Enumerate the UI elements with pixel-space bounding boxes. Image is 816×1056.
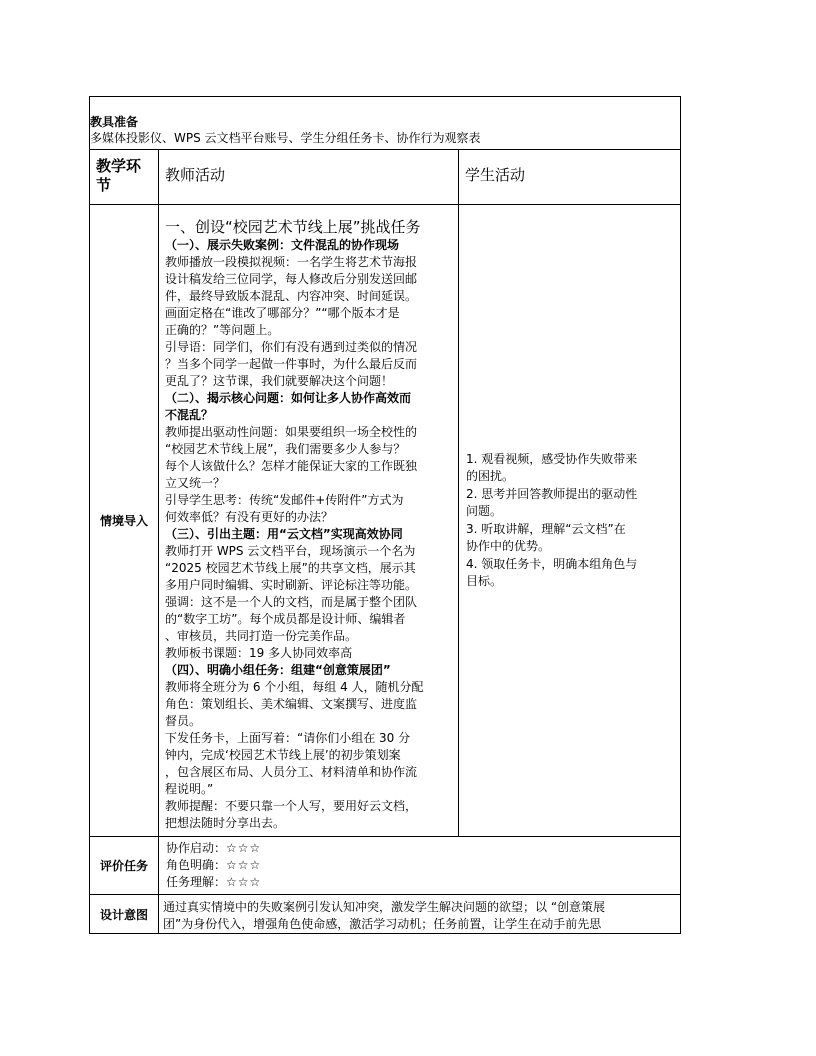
teacher-activity-line: 每个人该做什么？怎样才能保证大家的工作既独 [165, 459, 418, 473]
teacher-activity-line: 件，最终导致版本混乱、内容冲突、时间延误。 [165, 289, 418, 303]
teacher-activity-line: 教师播放一段模拟视频：一名学生将艺术节海报 [165, 255, 418, 269]
teacher-activity-line: 钟内，完成‘校园艺术节线上展’的初步策划案 [165, 748, 401, 762]
teacher-activity-line: （二）、揭示核心问题：如何让多人协作高效而 [165, 391, 412, 405]
teacher-activity-line: 强调：这不是一个人的文档，而是属于整个团队 [165, 595, 418, 609]
evaluation-items-cell [159, 837, 681, 895]
teacher-activity-line: 画面定格在“谁改了哪部分？”“哪个版本才是 [165, 306, 400, 320]
intent-row [90, 895, 681, 934]
teacher-activity-line: 教师提出驱动性问题：如果要组织一场全校性的 [165, 425, 418, 439]
teacher-activity-line: 引导语：同学们，你们有没有遇到过类似的情况 [165, 340, 418, 354]
teacher-activity-line: （三）、引出主题：用“云文档”实现高效协同 [165, 527, 403, 541]
teacher-activity-line: “2025 校园艺术节线上展”的共享文档，展示其 [165, 561, 416, 575]
teacher-activity-line: 多用户同时编辑、实时刷新、评论标注等功能。 [165, 578, 418, 592]
intent-line: 团”为身份代入，增强角色使命感，激活学习动机；任务前置，让学生在动手前先思 [163, 917, 602, 931]
teacher-activity-heading: 一、创设“校园艺术节线上展”挑战任务 [165, 218, 421, 236]
student-activity-line: 问题。 [466, 504, 503, 518]
lesson-plan-page [89, 96, 680, 934]
student-activity-line: 2. 思考并回答教师提出的驱动性 [466, 486, 638, 501]
header-teacher-cell [159, 150, 459, 205]
student-activity-line: 4. 领取任务卡，明确本组角色与 [466, 556, 638, 571]
student-activity-cell [459, 205, 681, 837]
evaluation-items [166, 840, 680, 891]
teacher-activity-line: ，包含展区布局、人员分工、材料清单和协作流 [165, 765, 418, 779]
intent-text-cell [159, 895, 681, 934]
teacher-activity-body [165, 237, 454, 832]
teacher-activity-line: 程说明。” [165, 782, 214, 796]
teacher-activity-line: 、审核员，共同打造一份完美作品。 [165, 629, 358, 643]
header-student-cell [459, 150, 681, 205]
activity-row [90, 205, 681, 837]
teacher-activity-line: 教师板书课题：19 多人协同效率高 [165, 646, 353, 660]
teacher-activity-line: “校园艺术节线上展”，我们需要多少人参与？ [165, 442, 406, 456]
teacher-activity-line: 不混乱？ [165, 408, 214, 422]
evaluation-item-name: 协作启动： [166, 841, 227, 855]
intent-label: 设计意图 [99, 907, 148, 922]
student-activity-line: 1. 观看视频，感受协作失败带来 [466, 451, 638, 466]
prep-cell [90, 97, 681, 150]
prep-row [90, 97, 681, 150]
evaluation-item [166, 857, 680, 874]
teacher-activity-line: 角色：策划组长、美术编辑、文案撰写、进度监 [165, 697, 418, 711]
prep-text: 多媒体投影仪、WPS 云文档平台账号、学生分组任务卡、协作行为观察表 [90, 131, 481, 145]
lesson-plan-table [89, 96, 681, 934]
rating-stars: ☆☆☆ [226, 841, 262, 855]
teacher-activity-line: ？当多个同学一起做一件事时，为什么最后反而 [165, 357, 418, 371]
teacher-activity-line: （一）、展示失败案例：文件混乱的协作现场 [165, 238, 400, 252]
evaluation-item [166, 840, 680, 857]
teacher-activity-line: 把想法随时分享出去。 [165, 816, 286, 830]
teacher-activity-line: 引导学生思考：传统“发邮件+传附件”方式为 [165, 493, 404, 507]
student-activity-body [466, 451, 674, 591]
student-activity-line: 3. 听取讲解，理解“云文档”在 [466, 521, 626, 536]
teacher-activity-line: 何效率低？有没有更好的办法？ [165, 510, 334, 524]
teacher-activity-cell [159, 205, 459, 837]
rating-stars: ☆☆☆ [226, 858, 262, 872]
stage-label: 情境导入 [99, 514, 148, 528]
teacher-activity-line: 的“数字工坊”。每个成员都是设计师、编辑者 [165, 612, 406, 626]
teacher-activity-line: 教师打开 WPS 云文档平台，现场演示一个名为 [165, 544, 416, 558]
header-row [90, 150, 681, 205]
rating-stars: ☆☆☆ [226, 875, 262, 889]
header-stage-line1: 教学环 [96, 157, 142, 175]
teacher-activity-line: 更乱了？这节课，我们就要解决这个问题！ [165, 374, 394, 388]
teacher-activity-line: 立又统一？ [165, 476, 226, 490]
intent-text [163, 899, 676, 933]
teacher-activity-line: 教师提醒：不要只靠一个人写，要用好云文档， [165, 799, 418, 813]
student-activity-line: 的困扰。 [466, 469, 515, 483]
intent-line: 通过真实情境中的失败案例引发认知冲突，激发学生解决问题的欲望；以 “创意策展 [163, 900, 606, 914]
evaluation-label-cell [90, 837, 159, 895]
prep-title: 教具准备 [90, 115, 139, 129]
header-stage-cell [90, 150, 159, 205]
header-teacher: 教师活动 [165, 166, 226, 184]
student-activity-line: 目标。 [466, 574, 503, 588]
evaluation-item-name: 任务理解： [166, 875, 227, 889]
teacher-activity-line: 督员。 [165, 714, 202, 728]
evaluation-label: 评价任务 [99, 859, 148, 873]
header-stage-line2: 节 [96, 176, 112, 194]
evaluation-item-name: 角色明确： [166, 858, 227, 872]
student-activity-line: 协作中的优势。 [466, 539, 551, 553]
header-student: 学生活动 [465, 166, 526, 184]
teacher-activity-line: 设计稿发给三位同学，每人修改后分别发送回邮 [165, 272, 418, 286]
evaluation-item [166, 874, 680, 891]
teacher-activity-line: 教师将全班分为 6 个小组，每组 4 人，随机分配 [165, 680, 424, 694]
intent-label-cell [90, 895, 159, 934]
teacher-activity-line: （四）、明确小组任务：组建“创意策展团” [165, 663, 391, 677]
teacher-activity-line: 下发任务卡，上面写着：“请你们小组在 30 分 [165, 731, 411, 745]
teacher-activity-line: 正确的？”等问题上。 [165, 323, 280, 337]
evaluation-row [90, 837, 681, 895]
stage-cell [90, 205, 159, 837]
